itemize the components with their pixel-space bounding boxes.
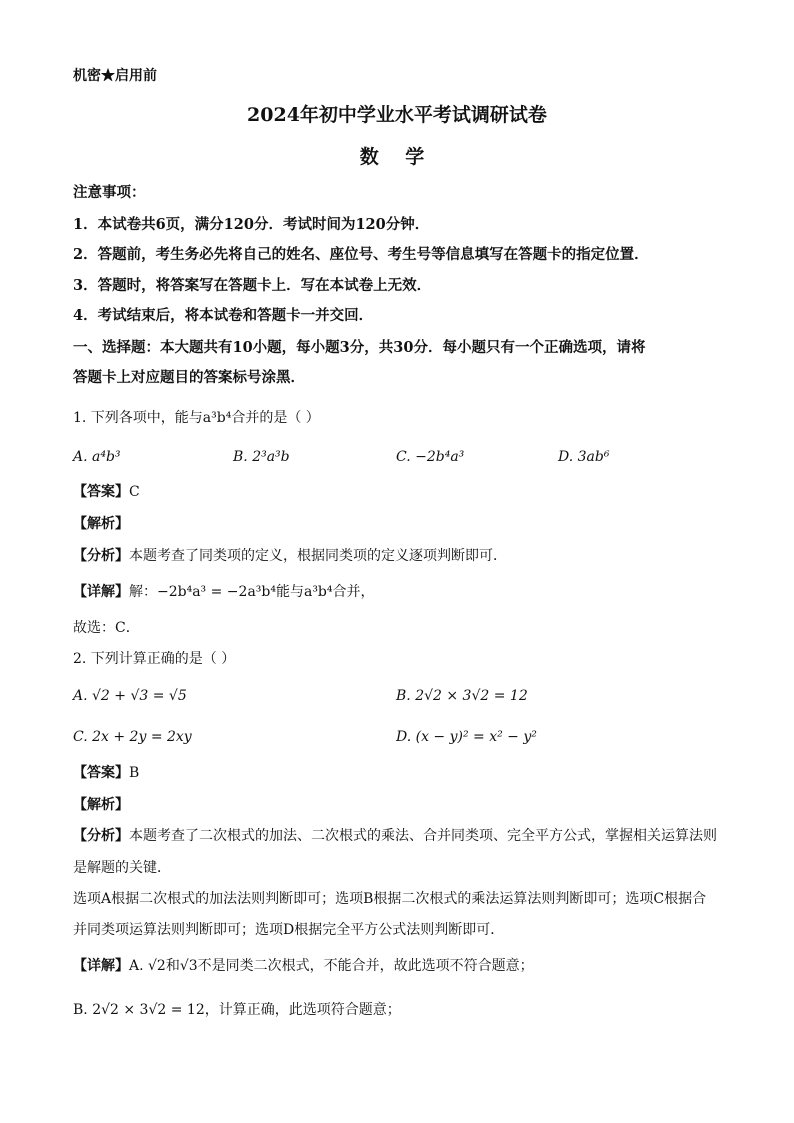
notice-item-1: 1．本试卷共6页，满分120分．考试时间为120分钟．	[73, 216, 430, 233]
q1-option-b: B. 2³a³b	[233, 449, 290, 465]
q2-fenxi-tag: 【分析】	[73, 828, 129, 844]
q2-detail-tag: 【详解】	[73, 958, 129, 974]
q1-fenxi-tag: 【分析】	[73, 548, 129, 564]
q1-answer: C	[129, 484, 140, 500]
q2-answer: B	[129, 765, 140, 781]
q2-detail-row	[73, 956, 534, 976]
secret-label: 机密★启用前	[73, 68, 157, 84]
q1-stem: 1. 下列各项中，能与a³b⁴合并的是（ ）	[73, 410, 320, 426]
q1-fenxi-row	[73, 546, 507, 566]
q1-option-a: A. a⁴b³	[73, 449, 121, 465]
q2-answer-row	[73, 763, 139, 783]
q1-fenxi: 本题考查了同类项的定义，根据同类项的定义逐项判断即可．	[129, 548, 507, 564]
q2-fenxi-row	[73, 826, 717, 846]
exam-title: 2024年初中学业水平考试调研试卷	[247, 104, 547, 126]
q2-option-d: D. (x − y)² = x² − y²	[396, 729, 537, 745]
q2-paragraph-line1: 选项A根据二次根式的加法法则判断即可；选项B根据二次根式的乘法运算法则判断即可；选项C根据合	[73, 891, 707, 907]
q1-detail-tag: 【详解】	[73, 584, 129, 600]
notice-item-3: 3．答题时，将答案写在答题卡上．写在本试卷上无效．	[73, 277, 432, 294]
q1-answer-row	[73, 482, 140, 502]
section-heading-line1: 一、选择题：本大题共有10小题，每小题3分，共30分．每小题只有一个正确选项，请将	[73, 339, 646, 356]
q2-stem: 2. 下列计算正确的是（ ）	[73, 651, 236, 667]
section-heading-line2: 答题卡上对应题目的答案标号涂黑．	[73, 369, 305, 386]
subject-title: 数 学	[359, 146, 435, 168]
q2-answer-tag: 【答案】	[73, 765, 129, 781]
q2-option-a: A. √2 + √3 = √5	[73, 688, 187, 704]
q2-option-b: B. 2√2 × 3√2 = 12	[396, 688, 528, 704]
q2-option-c: C. 2x + 2y = 2xy	[73, 729, 192, 745]
notice-item-2: 2．答题前，考生务必先将自己的姓名、座位号、考生号等信息填写在答题卡的指定位置．	[73, 246, 649, 263]
q1-detail-row	[73, 582, 375, 602]
q2-analysis-tag: 【解析】	[73, 797, 129, 813]
q1-option-c: C. −2b⁴a³	[396, 449, 465, 465]
notice-item-4: 4．考试结束后，将本试卷和答题卡一并交回．	[73, 307, 374, 324]
q1-conclusion: 故选：C．	[73, 620, 140, 636]
notice-heading: 注意事项：	[73, 184, 146, 201]
q2-fenxi-line1: 本题考查了二次根式的加法、二次根式的乘法、合并同类项、完全平方公式，掌握相关运算法则	[129, 828, 717, 844]
q2-paragraph-line2: 并同类项运算法则判断即可；选项D根据完全平方公式法则判断即可．	[73, 922, 505, 938]
q1-detail: 解：−2b⁴a³ = −2a³b⁴能与a³b⁴合并，	[129, 584, 375, 600]
q1-analysis-tag: 【解析】	[73, 516, 129, 532]
q1-answer-tag: 【答案】	[73, 484, 129, 500]
q1-option-d: D. 3ab⁶	[558, 449, 610, 465]
q2-detail-a: A. √2和√3不是同类二次根式，不能合并，故此选项不符合题意；	[129, 958, 534, 974]
q2-fenxi-line2: 是解题的关键．	[73, 860, 171, 876]
q2-detail-b: B. 2√2 × 3√2 = 12，计算正确，此选项符合题意；	[73, 1002, 401, 1018]
